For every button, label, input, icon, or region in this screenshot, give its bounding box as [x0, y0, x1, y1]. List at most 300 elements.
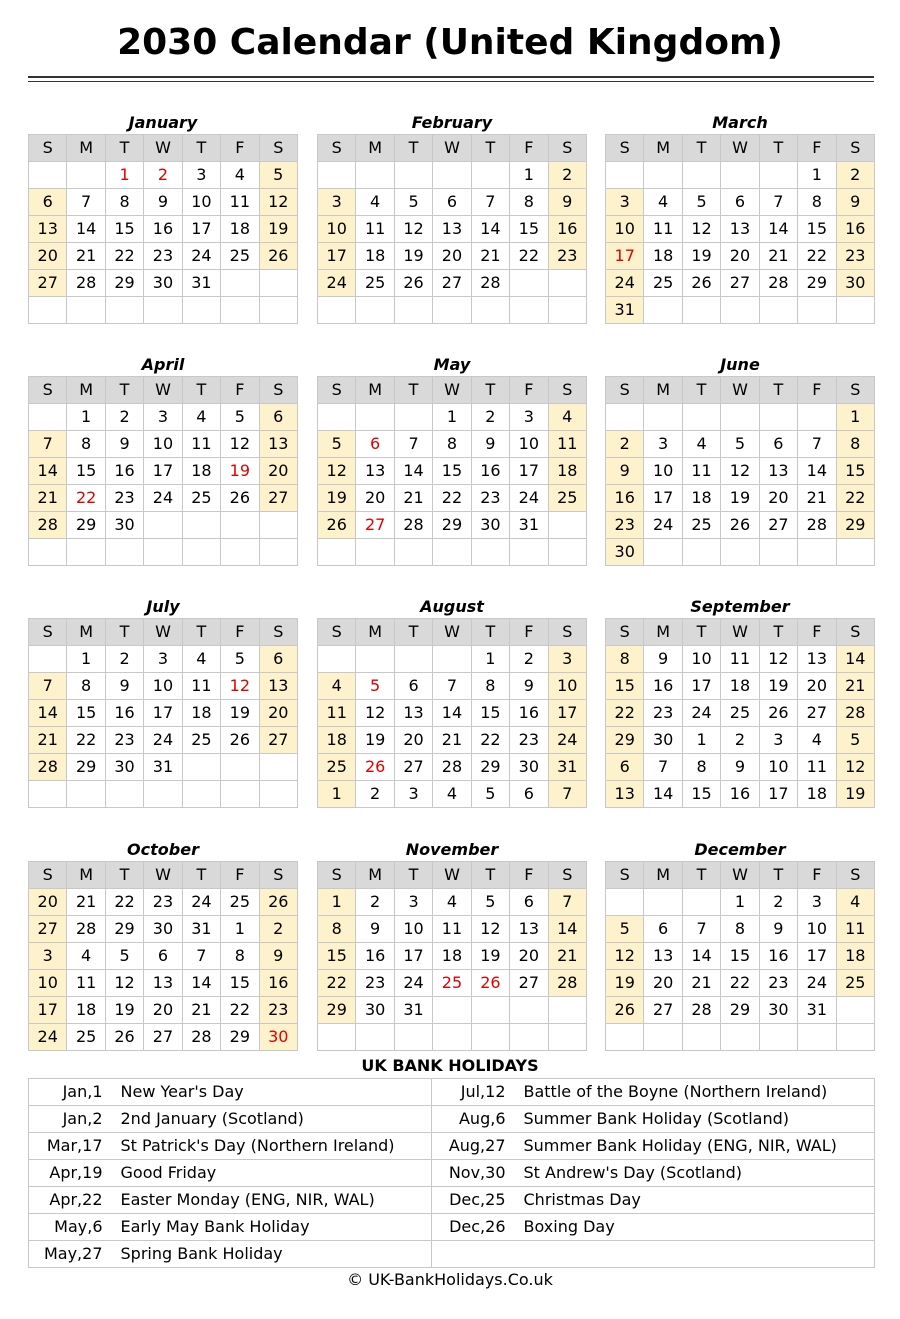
day-cell: 29	[67, 754, 105, 781]
day-cell: 8	[606, 646, 644, 673]
day-cell: 18	[836, 943, 874, 970]
day-cell: 1	[510, 162, 548, 189]
day-cell: 26	[259, 889, 297, 916]
day-cell	[29, 539, 67, 566]
day-cell: 18	[433, 943, 471, 970]
day-cell: 4	[798, 727, 836, 754]
week-row	[29, 673, 298, 700]
day-cell	[682, 1024, 720, 1051]
weekday-header: S	[318, 862, 356, 889]
day-cell: 12	[221, 673, 259, 700]
day-cell: 14	[682, 943, 720, 970]
day-cell	[29, 646, 67, 673]
holiday-name: Summer Bank Holiday (Scotland)	[520, 1106, 875, 1133]
weekday-header: M	[644, 862, 682, 889]
day-cell: 4	[318, 673, 356, 700]
day-cell: 16	[471, 458, 509, 485]
month-table	[28, 618, 298, 808]
weekday-header: M	[356, 862, 394, 889]
holiday-date	[432, 1241, 520, 1268]
week-row	[606, 727, 875, 754]
month-table	[317, 618, 587, 808]
day-cell: 13	[798, 646, 836, 673]
day-cell: 27	[394, 754, 432, 781]
day-cell: 12	[759, 646, 797, 673]
day-cell	[510, 539, 548, 566]
day-cell: 4	[548, 404, 586, 431]
day-cell: 10	[144, 431, 182, 458]
week-row	[29, 189, 298, 216]
day-cell: 16	[356, 943, 394, 970]
day-cell: 7	[759, 189, 797, 216]
day-cell: 5	[606, 916, 644, 943]
day-cell: 24	[182, 243, 220, 270]
weekday-header: S	[606, 135, 644, 162]
week-row	[29, 997, 298, 1024]
day-cell: 15	[606, 673, 644, 700]
month-august	[317, 596, 587, 808]
day-cell: 11	[682, 458, 720, 485]
weekday-header: S	[836, 377, 874, 404]
day-cell: 28	[798, 512, 836, 539]
day-cell: 10	[144, 673, 182, 700]
day-cell: 17	[318, 243, 356, 270]
day-cell: 22	[67, 485, 105, 512]
day-cell: 14	[798, 458, 836, 485]
weekday-header: T	[182, 862, 220, 889]
day-cell: 14	[836, 646, 874, 673]
day-cell: 27	[510, 970, 548, 997]
week-row	[318, 889, 587, 916]
day-cell	[471, 297, 509, 324]
day-cell	[394, 646, 432, 673]
day-cell	[682, 539, 720, 566]
day-cell: 27	[259, 727, 297, 754]
day-cell: 10	[682, 646, 720, 673]
week-row	[606, 216, 875, 243]
month-october	[28, 839, 298, 1051]
day-cell: 19	[105, 997, 143, 1024]
day-cell: 29	[67, 512, 105, 539]
weekday-header: T	[759, 619, 797, 646]
day-cell: 12	[682, 216, 720, 243]
day-cell: 14	[29, 700, 67, 727]
day-cell: 7	[182, 943, 220, 970]
day-cell	[644, 539, 682, 566]
day-cell	[67, 297, 105, 324]
week-row	[606, 970, 875, 997]
bank-holiday-row	[29, 1106, 875, 1133]
week-row	[606, 431, 875, 458]
day-cell	[318, 1024, 356, 1051]
title-rule	[28, 76, 874, 78]
day-cell	[721, 404, 759, 431]
day-cell: 14	[394, 458, 432, 485]
day-cell: 23	[105, 727, 143, 754]
day-cell: 10	[318, 216, 356, 243]
day-cell: 24	[144, 485, 182, 512]
holiday-date: Dec,26	[432, 1214, 520, 1241]
day-cell	[606, 889, 644, 916]
week-row	[29, 297, 298, 324]
day-cell: 29	[318, 997, 356, 1024]
weekday-header: T	[682, 377, 720, 404]
day-cell: 22	[67, 727, 105, 754]
week-row	[606, 512, 875, 539]
weekday-header: M	[644, 135, 682, 162]
day-cell: 21	[471, 243, 509, 270]
month-table	[317, 134, 587, 324]
day-cell: 28	[67, 270, 105, 297]
day-cell: 17	[510, 458, 548, 485]
month-name: September	[690, 597, 790, 616]
day-cell: 9	[836, 189, 874, 216]
day-cell: 8	[510, 189, 548, 216]
day-cell: 20	[144, 997, 182, 1024]
day-cell: 8	[67, 673, 105, 700]
weekday-header: T	[471, 377, 509, 404]
week-row	[318, 646, 587, 673]
day-cell: 2	[721, 727, 759, 754]
weekday-header: S	[259, 377, 297, 404]
month-name: February	[411, 113, 493, 132]
weekday-header: T	[682, 862, 720, 889]
day-cell: 23	[606, 512, 644, 539]
day-cell: 26	[606, 997, 644, 1024]
day-cell: 10	[182, 189, 220, 216]
day-cell: 29	[798, 270, 836, 297]
day-cell: 28	[836, 700, 874, 727]
day-cell: 10	[394, 916, 432, 943]
day-cell: 1	[67, 646, 105, 673]
day-cell	[510, 297, 548, 324]
holiday-name: 2nd January (Scotland)	[117, 1106, 432, 1133]
day-cell: 10	[29, 970, 67, 997]
week-row	[606, 646, 875, 673]
day-cell: 22	[510, 243, 548, 270]
day-cell: 22	[606, 700, 644, 727]
holiday-name	[520, 1241, 875, 1268]
weekday-header: S	[29, 135, 67, 162]
week-row	[318, 512, 587, 539]
weekday-header: T	[105, 862, 143, 889]
weekday-header: T	[394, 619, 432, 646]
day-cell: 6	[433, 189, 471, 216]
day-cell: 11	[182, 431, 220, 458]
day-cell	[221, 297, 259, 324]
day-cell: 8	[67, 431, 105, 458]
day-cell: 24	[182, 889, 220, 916]
day-cell: 30	[144, 916, 182, 943]
day-cell: 17	[606, 243, 644, 270]
day-cell: 5	[221, 404, 259, 431]
day-cell	[394, 539, 432, 566]
day-cell	[318, 297, 356, 324]
day-cell: 8	[682, 754, 720, 781]
day-cell: 16	[105, 700, 143, 727]
day-cell: 5	[105, 943, 143, 970]
weekday-header: S	[836, 135, 874, 162]
day-cell: 26	[318, 512, 356, 539]
weekday-header: F	[798, 377, 836, 404]
month-december	[605, 839, 875, 1051]
bank-holiday-row	[29, 1133, 875, 1160]
week-row	[29, 162, 298, 189]
day-cell: 11	[644, 216, 682, 243]
day-cell: 20	[29, 243, 67, 270]
holiday-date: Jan,1	[29, 1079, 117, 1106]
day-cell: 20	[798, 673, 836, 700]
weekday-header: T	[394, 377, 432, 404]
day-cell	[182, 754, 220, 781]
day-cell: 23	[144, 243, 182, 270]
day-cell: 18	[356, 243, 394, 270]
day-cell: 22	[471, 727, 509, 754]
day-cell	[471, 162, 509, 189]
week-row	[29, 512, 298, 539]
day-cell	[433, 539, 471, 566]
weekday-header: M	[644, 619, 682, 646]
weekday-header: T	[471, 619, 509, 646]
day-cell: 7	[471, 189, 509, 216]
day-cell: 5	[318, 431, 356, 458]
weekday-header: F	[510, 135, 548, 162]
day-cell	[259, 297, 297, 324]
day-cell	[682, 404, 720, 431]
day-cell: 26	[356, 754, 394, 781]
day-cell: 12	[394, 216, 432, 243]
weekday-header: S	[29, 862, 67, 889]
day-cell: 30	[471, 512, 509, 539]
day-cell	[67, 539, 105, 566]
holiday-name: St Andrew's Day (Scotland)	[520, 1160, 875, 1187]
day-cell	[836, 997, 874, 1024]
day-cell: 25	[221, 243, 259, 270]
day-cell: 8	[471, 673, 509, 700]
bank-holidays-table	[28, 1078, 875, 1268]
day-cell: 6	[644, 916, 682, 943]
day-cell: 25	[433, 970, 471, 997]
day-cell: 22	[433, 485, 471, 512]
day-cell: 23	[759, 970, 797, 997]
week-row	[606, 189, 875, 216]
holiday-name: Early May Bank Holiday	[117, 1214, 432, 1241]
day-cell	[433, 646, 471, 673]
day-cell	[221, 270, 259, 297]
day-cell: 21	[759, 243, 797, 270]
day-cell	[259, 270, 297, 297]
month-name: November	[405, 840, 499, 859]
day-cell	[182, 512, 220, 539]
holiday-name: Battle of the Boyne (Northern Ireland)	[520, 1079, 875, 1106]
day-cell: 2	[759, 889, 797, 916]
bank-holiday-row	[29, 1241, 875, 1268]
month-january	[28, 112, 298, 324]
day-cell: 9	[144, 189, 182, 216]
day-cell: 25	[548, 485, 586, 512]
week-row	[606, 243, 875, 270]
weekday-header: S	[606, 377, 644, 404]
day-cell: 7	[644, 754, 682, 781]
title-rule-thin	[28, 81, 874, 82]
day-cell: 25	[682, 512, 720, 539]
day-cell: 30	[836, 270, 874, 297]
weekday-header: F	[510, 377, 548, 404]
day-cell	[471, 1024, 509, 1051]
day-cell: 13	[394, 700, 432, 727]
day-cell: 27	[144, 1024, 182, 1051]
month-june	[605, 354, 875, 566]
day-cell	[606, 404, 644, 431]
month-table	[605, 618, 875, 808]
holiday-name: Good Friday	[117, 1160, 432, 1187]
day-cell: 8	[221, 943, 259, 970]
day-cell: 9	[606, 458, 644, 485]
day-cell: 12	[259, 189, 297, 216]
day-cell: 25	[721, 700, 759, 727]
day-cell: 15	[221, 970, 259, 997]
weekday-header: T	[182, 619, 220, 646]
day-cell: 4	[682, 431, 720, 458]
weekday-header: W	[433, 377, 471, 404]
day-cell: 15	[471, 700, 509, 727]
day-cell: 12	[836, 754, 874, 781]
day-cell: 31	[548, 754, 586, 781]
month-name: December	[694, 840, 786, 859]
day-cell	[721, 1024, 759, 1051]
day-cell: 2	[510, 646, 548, 673]
day-cell	[548, 270, 586, 297]
day-cell: 5	[259, 162, 297, 189]
day-cell	[682, 297, 720, 324]
day-cell: 11	[221, 189, 259, 216]
day-cell	[29, 781, 67, 808]
day-cell: 6	[356, 431, 394, 458]
day-cell: 3	[798, 889, 836, 916]
day-cell: 16	[510, 700, 548, 727]
holiday-name: Summer Bank Holiday (ENG, NIR, WAL)	[520, 1133, 875, 1160]
holiday-date: May,6	[29, 1214, 117, 1241]
weekday-header: T	[682, 135, 720, 162]
day-cell: 3	[144, 646, 182, 673]
day-cell: 31	[510, 512, 548, 539]
day-cell: 7	[548, 781, 586, 808]
holiday-date: Jan,2	[29, 1106, 117, 1133]
day-cell: 20	[394, 727, 432, 754]
day-cell: 14	[471, 216, 509, 243]
day-cell	[182, 297, 220, 324]
week-row	[29, 970, 298, 997]
day-cell: 19	[606, 970, 644, 997]
day-cell: 1	[318, 781, 356, 808]
day-cell: 31	[606, 297, 644, 324]
day-cell: 13	[259, 673, 297, 700]
day-cell: 12	[105, 970, 143, 997]
day-cell	[259, 512, 297, 539]
day-cell: 25	[221, 889, 259, 916]
day-cell: 19	[836, 781, 874, 808]
day-cell: 15	[318, 943, 356, 970]
day-cell: 2	[259, 916, 297, 943]
day-cell: 24	[548, 727, 586, 754]
day-cell: 26	[259, 243, 297, 270]
week-row	[318, 781, 587, 808]
week-row	[29, 539, 298, 566]
weekday-header: W	[721, 619, 759, 646]
day-cell: 23	[144, 889, 182, 916]
week-row	[318, 943, 587, 970]
weekday-header: M	[644, 377, 682, 404]
week-row	[29, 458, 298, 485]
day-cell: 13	[29, 216, 67, 243]
day-cell: 8	[836, 431, 874, 458]
day-cell: 20	[721, 243, 759, 270]
day-cell: 19	[471, 943, 509, 970]
day-cell: 14	[182, 970, 220, 997]
day-cell	[29, 162, 67, 189]
day-cell: 10	[798, 916, 836, 943]
weekday-header: M	[67, 619, 105, 646]
day-cell: 29	[105, 916, 143, 943]
month-name: July	[146, 597, 180, 616]
month-september	[605, 596, 875, 808]
day-cell: 21	[29, 727, 67, 754]
day-cell: 2	[471, 404, 509, 431]
day-cell	[759, 404, 797, 431]
holiday-name: Easter Monday (ENG, NIR, WAL)	[117, 1187, 432, 1214]
week-row	[606, 781, 875, 808]
day-cell	[259, 539, 297, 566]
day-cell: 23	[356, 970, 394, 997]
day-cell: 1	[836, 404, 874, 431]
month-name: August	[420, 597, 484, 616]
month-may	[317, 354, 587, 566]
month-name: June	[720, 355, 760, 374]
day-cell	[433, 162, 471, 189]
day-cell: 30	[644, 727, 682, 754]
day-cell: 6	[606, 754, 644, 781]
holiday-date: May,27	[29, 1241, 117, 1268]
day-cell	[471, 997, 509, 1024]
day-cell: 25	[836, 970, 874, 997]
week-row	[318, 216, 587, 243]
bank-holiday-row	[29, 1214, 875, 1241]
day-cell: 26	[105, 1024, 143, 1051]
weekday-header: F	[798, 619, 836, 646]
day-cell: 13	[433, 216, 471, 243]
day-cell: 8	[798, 189, 836, 216]
day-cell	[759, 297, 797, 324]
weekday-header: T	[182, 377, 220, 404]
day-cell: 21	[182, 997, 220, 1024]
day-cell	[356, 646, 394, 673]
day-cell: 18	[221, 216, 259, 243]
holiday-date: Apr,22	[29, 1187, 117, 1214]
holiday-name: New Year's Day	[117, 1079, 432, 1106]
day-cell	[510, 1024, 548, 1051]
day-cell	[606, 1024, 644, 1051]
month-name: May	[433, 355, 471, 374]
day-cell: 17	[144, 700, 182, 727]
day-cell	[606, 162, 644, 189]
day-cell: 17	[394, 943, 432, 970]
day-cell: 2	[606, 431, 644, 458]
page-title: 2030 Calendar (United Kingdom)	[117, 22, 783, 63]
weekday-header: S	[29, 619, 67, 646]
day-cell: 20	[259, 700, 297, 727]
day-cell	[721, 539, 759, 566]
weekday-header: S	[548, 377, 586, 404]
